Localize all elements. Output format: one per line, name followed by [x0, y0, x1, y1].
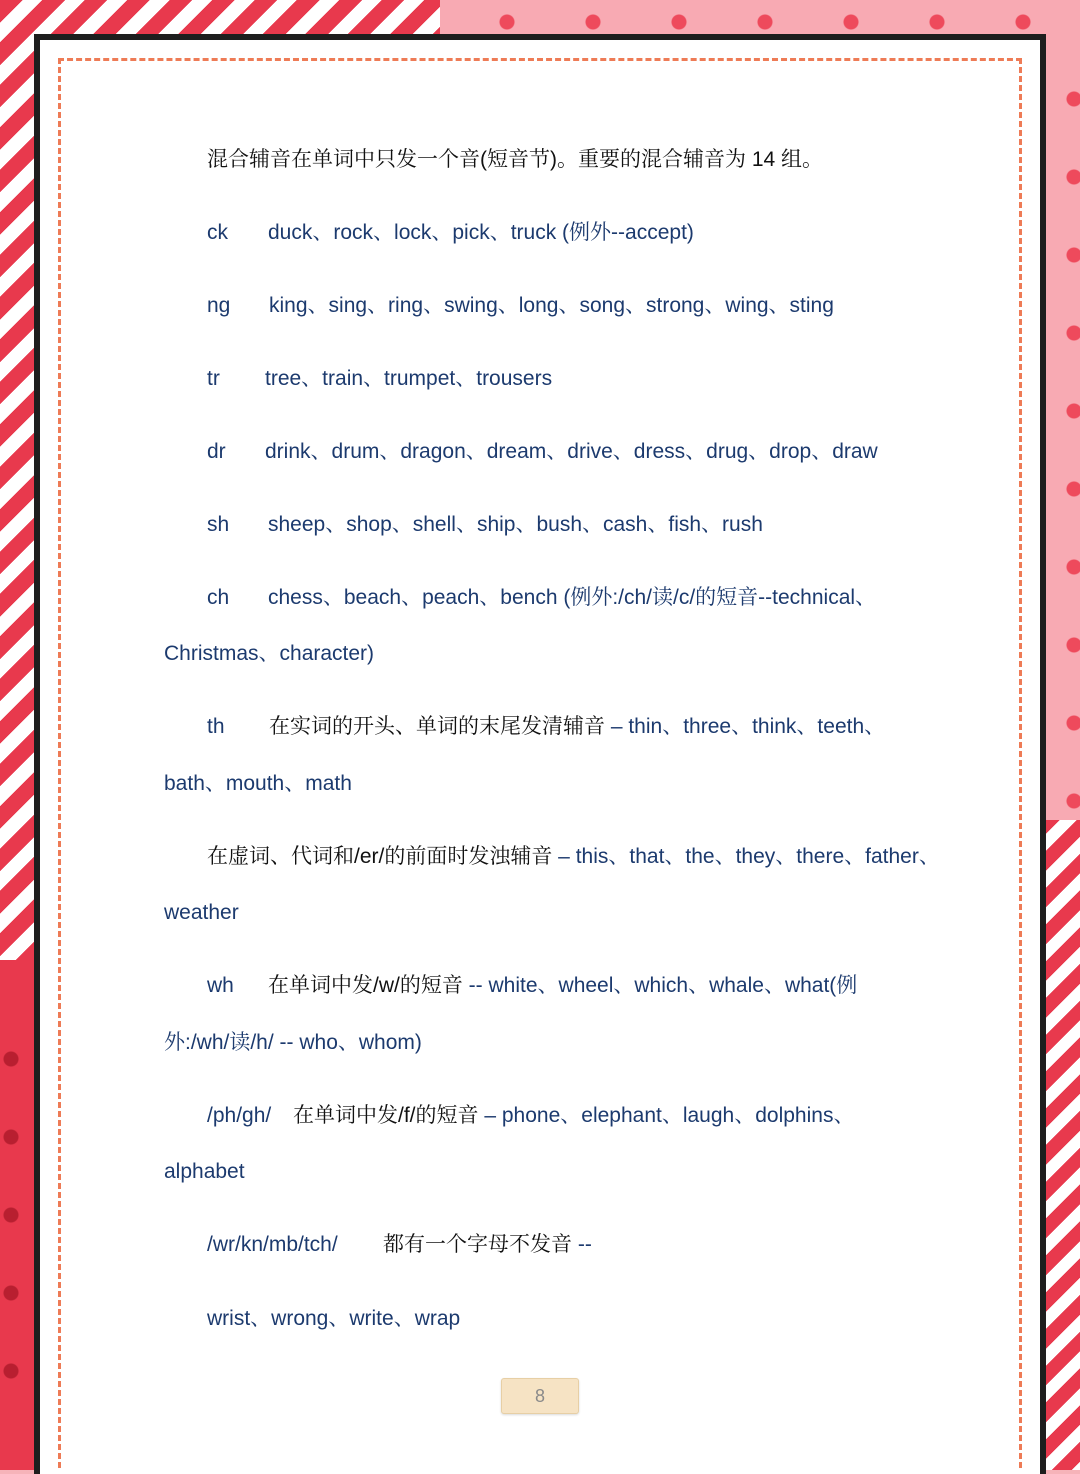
row-key: /ph/gh/	[207, 1104, 272, 1127]
row-tr	[207, 365, 552, 393]
row-ph-gh	[207, 1102, 854, 1130]
row-dr	[207, 438, 878, 466]
row-key: ng	[207, 294, 231, 317]
row-ch	[207, 584, 876, 612]
row-key: ch	[207, 586, 230, 609]
row-words: – thin、three、think、teeth、	[605, 715, 886, 738]
row-key: tr	[207, 367, 220, 390]
row-words: sheep、shop、shell、ship、bush、cash、fish、rush	[268, 513, 763, 536]
row-words: drink、drum、dragon、dream、drive、dress、drug、drop、draw	[265, 440, 878, 463]
row-key: ck	[207, 221, 228, 244]
row-words: – this、that、the、they、there、father、	[552, 845, 940, 868]
row-desc: 在单词中发/f/的短音	[293, 1104, 479, 1127]
row-ng	[207, 292, 834, 320]
row-th-voiced	[207, 843, 940, 871]
row-words: -- white、wheel、which、whale、what(例	[462, 974, 858, 997]
page-number: 8	[501, 1378, 579, 1414]
row-th-continuation: bath、mouth、math	[164, 772, 352, 795]
row-desc: 在虚词、代词和/er/的前面时发浊辅音	[207, 845, 553, 868]
row-desc: 都有一个字母不发音	[383, 1233, 572, 1256]
row-ch-continuation: Christmas、character)	[164, 642, 375, 665]
row-key: th	[207, 715, 225, 738]
row-ph-gh-continuation: alphabet	[164, 1160, 245, 1183]
row-words: duck、rock、lock、pick、truck (例外--accept)	[268, 221, 694, 244]
row-words: chess、beach、peach、bench (例外:/ch/读/c/的短音--technical、	[268, 586, 877, 609]
row-words: king、sing、ring、swing、long、song、strong、wing、sting	[269, 294, 834, 317]
row-words: tree、train、trumpet、trousers	[265, 367, 553, 390]
row-desc: 在实词的开头、单词的末尾发清辅音	[269, 715, 605, 738]
row-th-voiced-continuation: weather	[164, 901, 239, 924]
row-desc: 在单词中发/w/的短音	[268, 974, 463, 997]
row-words: --	[572, 1233, 592, 1256]
row-sh	[207, 511, 763, 539]
row-wh-continuation: 外:/wh/读/h/ -- who、whom)	[164, 1031, 422, 1054]
row-silent-letters	[207, 1231, 592, 1259]
row-words: – phone、elephant、laugh、dolphins、	[478, 1104, 855, 1127]
row-th	[207, 713, 885, 741]
row-ck	[207, 219, 694, 247]
row-key: dr	[207, 440, 226, 463]
row-wh	[207, 972, 857, 1000]
row-key: sh	[207, 513, 230, 536]
intro-text: 混合辅音在单词中只发一个音(短音节)。重要的混合辅音为 14 组。	[207, 148, 824, 171]
row-key: /wr/kn/mb/tch/	[207, 1233, 338, 1256]
row-key: wh	[207, 974, 234, 997]
row-silent-letters-continuation: wrist、wrong、write、wrap	[207, 1307, 461, 1330]
